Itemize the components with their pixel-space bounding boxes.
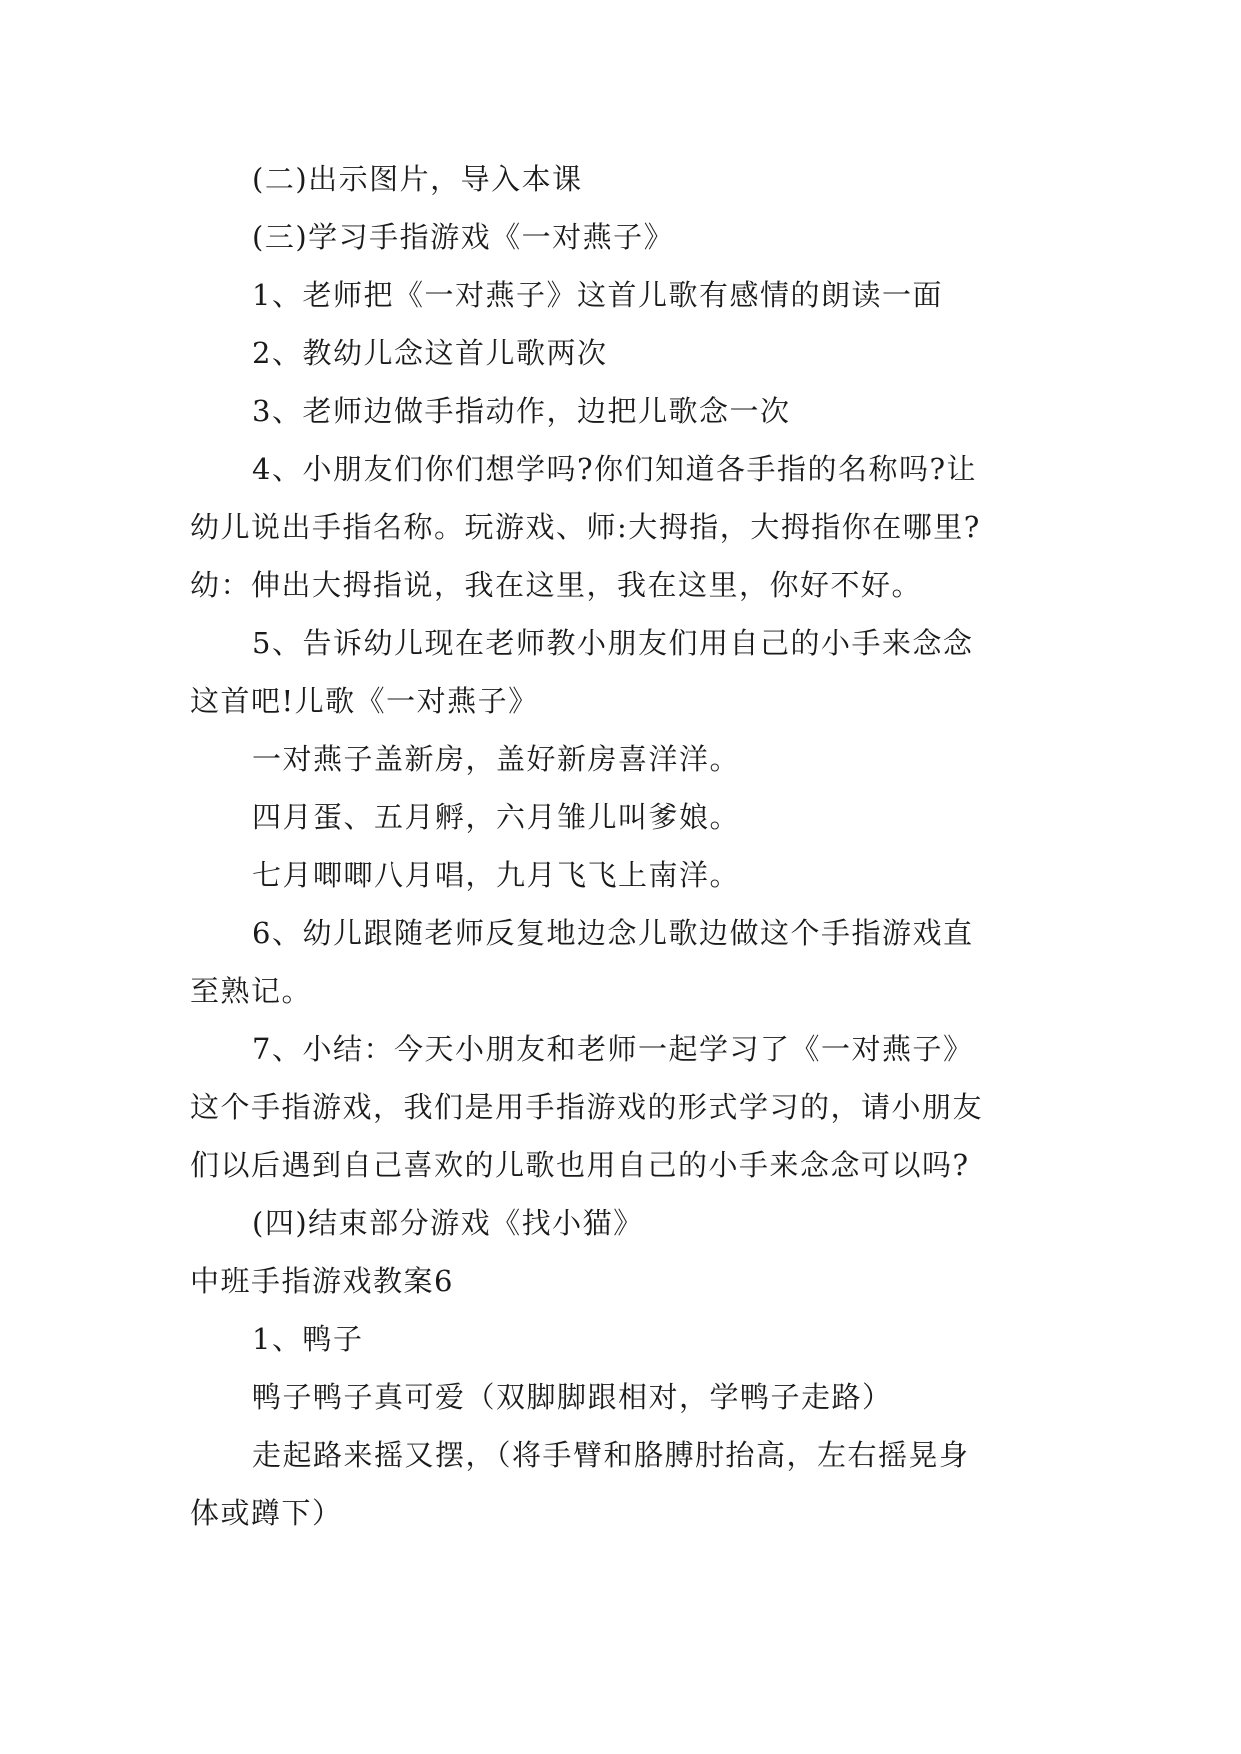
paragraph-line: 幼：伸出大拇指说，我在这里，我在这里，你好不好。 xyxy=(190,568,923,602)
paragraph-line: 体或蹲下） xyxy=(190,1496,343,1530)
paragraph-line: 至熟记。 xyxy=(190,974,313,1008)
section-heading: (二)出示图片，导入本课 xyxy=(252,162,583,196)
step-item: 5、告诉幼儿现在老师教小朋友们用自己的小手来念念 xyxy=(252,626,974,660)
lesson-title: 中班手指游戏教案6 xyxy=(190,1264,454,1298)
rhyme-line: 走起路来摇又摆，（将手臂和胳膊肘抬高，左右摇晃身 xyxy=(252,1438,970,1472)
step-item: 4、小朋友们你们想学吗?你们知道各手指的名称吗?让 xyxy=(252,452,978,486)
document-body xyxy=(190,150,1050,1542)
rhyme-line: 四月蛋、五月孵，六月雏儿叫爹娘。 xyxy=(252,800,741,834)
paragraph-line: 这个手指游戏，我们是用手指游戏的形式学习的，请小朋友 xyxy=(190,1090,984,1124)
section-heading: (三)学习手指游戏《一对燕子》 xyxy=(252,220,675,254)
step-item: 1、老师把《一对燕子》这首儿歌有感情的朗读一面 xyxy=(252,278,943,312)
section-heading: (四)结束部分游戏《找小猫》 xyxy=(252,1206,644,1240)
paragraph-line: 们以后遇到自己喜欢的儿歌也用自己的小手来念念可以吗? xyxy=(190,1148,970,1182)
step-item: 7、小结：今天小朋友和老师一起学习了《一对燕子》 xyxy=(252,1032,974,1066)
step-item: 6、幼儿跟随老师反复地边念儿歌边做这个手指游戏直 xyxy=(252,916,974,950)
paragraph-line: 幼儿说出手指名称。玩游戏、师:大拇指，大拇指你在哪里? xyxy=(190,510,981,544)
rhyme-line: 一对燕子盖新房，盖好新房喜洋洋。 xyxy=(252,742,741,776)
paragraph-line: 这首吧!儿歌《一对燕子》 xyxy=(190,684,539,718)
rhyme-line: 鸭子鸭子真可爱（双脚脚跟相对，学鸭子走路） xyxy=(252,1380,893,1414)
step-item: 2、教幼儿念这首儿歌两次 xyxy=(252,336,608,370)
step-item: 3、老师边做手指动作，边把儿歌念一次 xyxy=(252,394,791,428)
step-item: 1、鸭子 xyxy=(252,1322,364,1356)
rhyme-line: 七月唧唧八月唱，九月飞飞上南洋。 xyxy=(252,858,741,892)
